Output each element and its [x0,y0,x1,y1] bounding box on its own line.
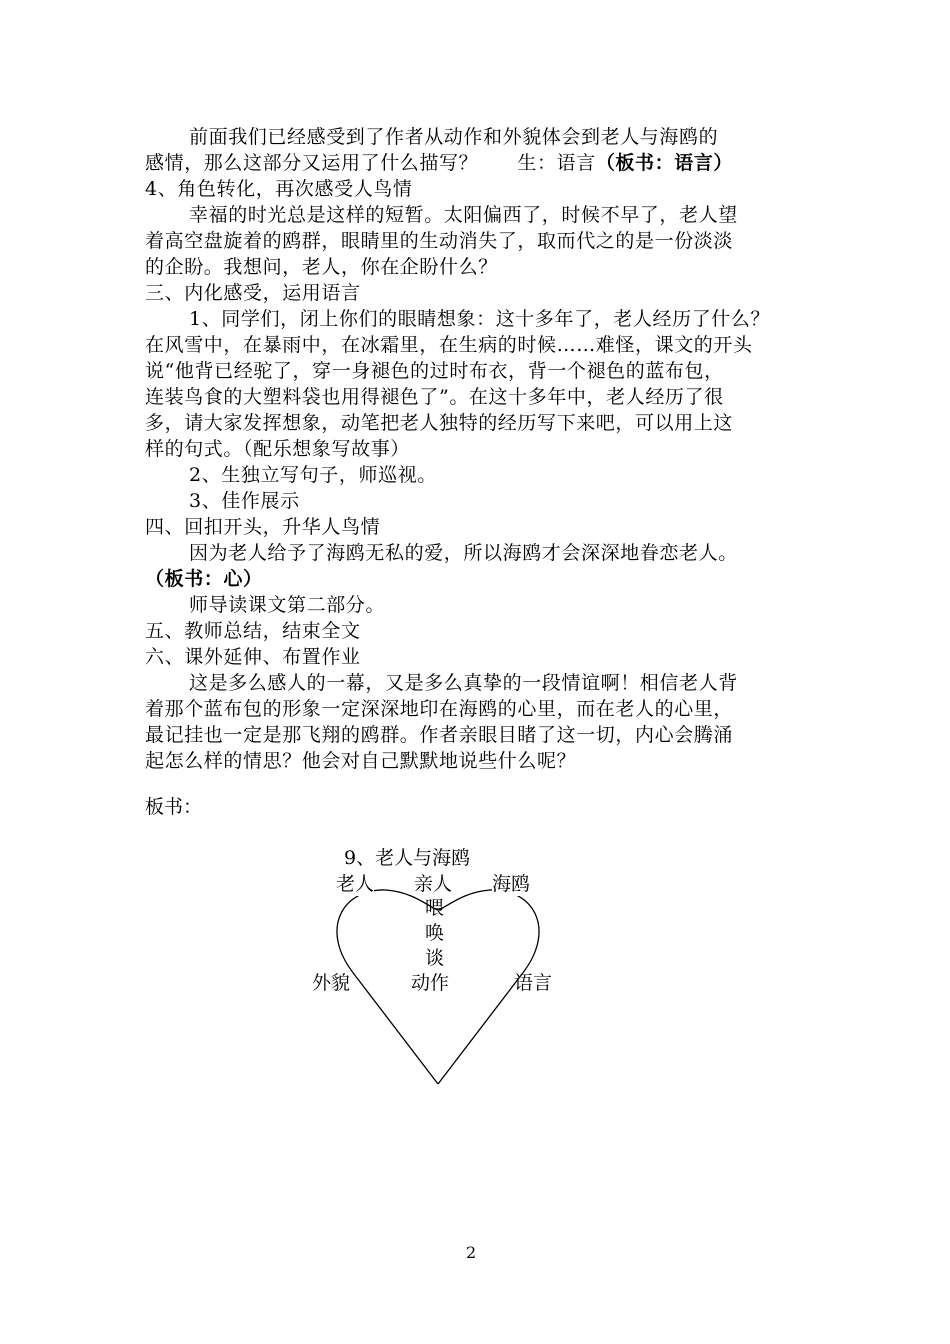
paragraph-line: 着那个蓝布包的形象一定深深地印在海鸥的心里，而在老人的心里， [145,698,734,720]
page-number: 2 [466,1243,477,1262]
board-label-appearance: 外貌 [312,972,351,994]
paragraph-line: 着高空盘旋着的鸥群，眼睛里的生动消失了，取而代之的是一份淡淡 [145,230,734,252]
section-heading: 五、教师总结，结束全文 [145,620,361,642]
board-note-language: （板书：语言） [595,152,734,174]
board-title: 9、老人与海鸥 [344,847,471,869]
board-label-old-man: 老人 [336,873,375,895]
answer-text: 感情，那么这部分又运用了什么描写？ 生：语言 [145,152,596,174]
board-verb-call: 唤 [425,922,445,944]
board-verb-talk: 谈 [425,947,445,969]
board-note-heart: （板书：心） [145,568,263,590]
paragraph-line: 连装鸟食的大塑料袋也用得褪色了”。在这十多年中，老人经历了很 [145,386,724,408]
paragraph-line: 前面我们已经感受到了作者从动作和外貌体会到老人与海鸥的 [189,126,719,148]
paragraph-line: 样的句式。（配乐想象写故事） [145,438,410,460]
paragraph-line: 3、佳作展示 [189,490,300,512]
paragraph-line: 师导读课文第二部分。 [189,594,386,616]
paragraph-line: 多，请大家发挥想象，动笔把老人独特的经历写下来吧，可以用上这 [145,412,734,434]
paragraph-line: 在风雪中，在暴雨中，在冰霜里，在生病的时候……难怪，课文的开头 [145,334,753,356]
paragraph-line: 这是多么感人的一幕，又是多么真挚的一段情谊啊！相信老人背 [189,672,738,694]
board-label: 板书： [145,796,203,818]
section-heading: 三、内化感受，运用语言 [145,282,361,304]
paragraph-line: 幸福的时光总是这样的短暂。太阳偏西了，时候不早了，老人望 [189,204,738,226]
section-heading: 四、回扣开头，升华人鸟情 [145,516,381,538]
paragraph-line: 说“他背已经驼了，穿一身褪色的过时布衣，背一个褪色的蓝布包， [145,360,724,382]
paragraph-line: 的企盼。我想问，老人，你在企盼什么？ [145,256,498,278]
board-label-family: 亲人 [414,873,453,895]
section-heading: 4、角色转化，再次感受人鸟情 [145,178,413,200]
board-label-language: 语言 [514,972,553,994]
board-label-seagull: 海鸥 [492,873,531,895]
paragraph-line: 2、生独立写句子，师巡视。 [189,464,437,486]
board-verb-feed: 喂 [425,897,445,919]
board-label-action: 动作 [411,972,450,994]
paragraph-line: 最记挂也一定是那飞翔的鸥群。作者亲眼目睹了这一切，内心会腾涌 [145,724,734,746]
paragraph-line: 1、同学们，闭上你们的眼睛想象：这十多年了，老人经历了什么？ [189,308,771,330]
paragraph-line [145,150,815,176]
paragraph-line: 因为老人给予了海鸥无私的爱，所以海鸥才会深深地眷恋老人。 [189,542,738,564]
paragraph-line: 起怎么样的情思？他会对自己默默地说些什么呢？ [145,750,577,772]
section-heading: 六、课外延伸、布置作业 [145,646,361,668]
